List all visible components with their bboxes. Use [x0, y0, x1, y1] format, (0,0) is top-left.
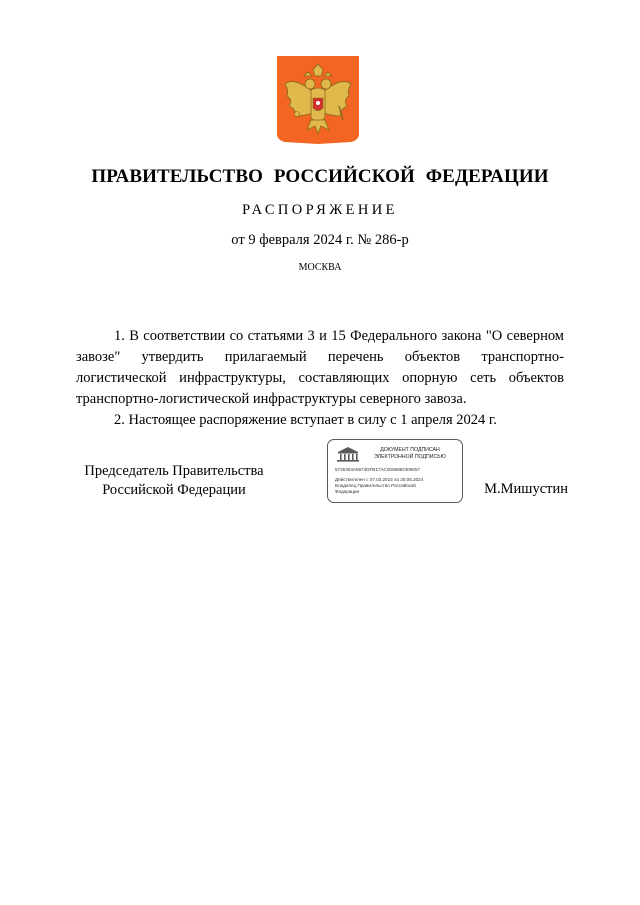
document-date-number: от 9 февраля 2024 г. № 286-р [231, 232, 409, 248]
stamp-owner-continued: Федерации [335, 489, 360, 494]
stamp-validity: Действителен с 07.03.2023 по 30.05.2024 [335, 477, 424, 482]
coat-of-arms-icon [277, 56, 359, 144]
document-city: МОСКВА [298, 262, 342, 273]
government-title: ПРАВИТЕЛЬСТВО РОССИЙСКОЙ ФЕДЕРАЦИИ [91, 166, 549, 187]
signatory-position [74, 462, 274, 500]
document-type: РАСПОРЯЖЕНИЕ [242, 202, 398, 218]
signatory-name: М.Мишустин [484, 481, 568, 497]
stamp-heading [358, 447, 462, 461]
electronic-signature-stamp [327, 439, 463, 503]
signatory-position-line-2: Российской Федерации [102, 482, 246, 498]
paragraph-1: 1. В соответствии со статьями 3 и 15 Федерального закона "О северном завозе" утвердить прилагаемый перечень объектов транспортно-логистической инфраструктуры, составляющих опорную сеть объектов транспортно-логистической инфраструктуры северного завоза. [76, 328, 564, 407]
paragraph-2: 2. Настоящее распоряжение вступает в силу с 1 апреля 2024 г. [114, 412, 497, 428]
signatory-position-line-1: Председатель Правительства [84, 463, 264, 479]
stamp-owner: Владелец Правительство Российской [335, 483, 416, 488]
stamp-certificate-number: 5725303A6974DFB17AC0008982309057 [335, 467, 421, 472]
stamp-heading-line-2: ЭЛЕКТРОННОЙ ПОДПИСЬЮ [374, 454, 446, 460]
document-body [76, 326, 564, 431]
stamp-heading-line-1: ДОКУМЕНТ ПОДПИСАН [380, 447, 440, 453]
